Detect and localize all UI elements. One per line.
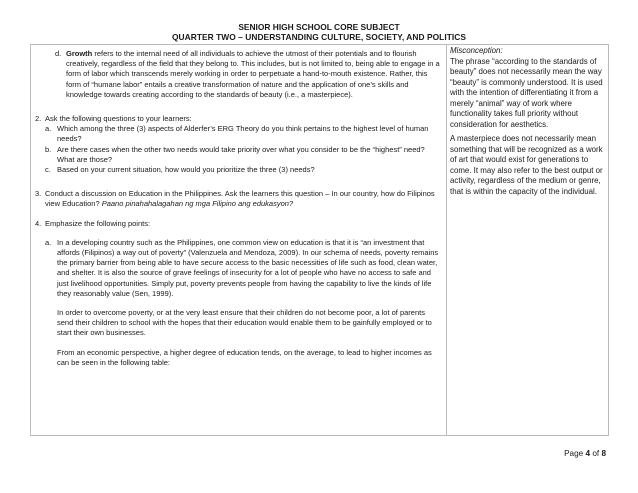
- list-item-text: Ask the following questions to your learners:: [45, 114, 192, 124]
- list-marker: 3.: [35, 189, 42, 199]
- list-item-text: [45, 189, 441, 209]
- paragraph-economic-perspective: From an economic perspective, a higher degree of education tends, on the average, to lead to higher incomes as can be seen in the following table:: [57, 347, 432, 367]
- growth-text: refers to the internal need of all individuals to achieve the utmost of their potentials and to flourish creatively, regardless of the field that they belong to. This includes, but is not limited to, being able to engage in a form of labor which transcends merely working in order to perpetuate a hand-to-mouth existence. Rather, this form of “humane labor” entails a creative transformation of nature and the application of one’s skills and knowledge towards creating according to the standards of beauty (i.e., a masterpiece).: [66, 49, 440, 99]
- list-item-text: Which among the three (3) aspects of Alderfer’s ERG Theory do you think pertains to the highest level of human needs?: [57, 124, 429, 144]
- list-item-growth: [35, 49, 441, 100]
- content-table: [30, 44, 609, 436]
- of-word: of: [592, 449, 600, 458]
- page-word: Page: [564, 449, 584, 458]
- misconception-paragraph-1: The phrase “according to the standards of beauty” does not necessarily mean the way “beauty” is commonly understood. It is used with the intention of differentiating it from a merely “animal” way of work where functionality takes full priority without consideration for aesthetics.: [450, 56, 603, 129]
- list-item-2b: [35, 145, 441, 165]
- list-item-text: Are there cases when the other two needs would take priority over what you consider to be the “highest” need? What are those?: [57, 144, 425, 164]
- growth-term: Growth: [66, 49, 93, 58]
- list-marker: a.: [45, 124, 52, 134]
- document-header: [0, 22, 638, 42]
- list-item-4: [35, 219, 441, 229]
- list-marker: a.: [45, 237, 52, 247]
- list-marker: c.: [45, 165, 51, 175]
- discussion-prompt: Conduct a discussion on Education in the Philippines. Ask the learners this question – In our country, how do Filipinos view Education?: [45, 189, 435, 209]
- list-item-2c: [35, 165, 441, 175]
- spacer: [35, 229, 441, 238]
- header-subject-line: SENIOR HIGH SCHOOL CORE SUBJECT: [238, 22, 400, 32]
- misconception-paragraph-2: A masterpiece does not necessarily mean something that will be recognized as a work of art that would exist for generations to come. It may also refer to the best output or activity, regardless of the medium or genre, that is within the capacity of the individual.: [450, 134, 603, 196]
- misconception-heading: Misconception:: [450, 46, 503, 55]
- growth-definition: [66, 49, 441, 100]
- list-item-text: Based on your current situation, how would you prioritize the three (3) needs?: [57, 165, 315, 175]
- list-item-2: [35, 114, 441, 124]
- list-item-3: [35, 189, 441, 209]
- page-total: 8: [601, 449, 606, 458]
- column-divider: [446, 45, 447, 435]
- spacer: [35, 100, 441, 114]
- spacer: [35, 210, 441, 219]
- spacer: [57, 299, 441, 308]
- procedure-column: [35, 49, 441, 368]
- page-footer: [564, 449, 606, 458]
- paragraph-overcome-poverty: In order to overcome poverty, or at the very least ensure that their children do not become poor, a lot of parents send their children to school with the hopes that their education would enable them to be gainfully employed or to start their own businesses.: [57, 308, 432, 338]
- list-item-text: Emphasize the following points:: [45, 218, 151, 228]
- spacer: [35, 175, 441, 189]
- list-marker: 4.: [35, 218, 42, 228]
- list-marker: b.: [45, 144, 52, 154]
- spacer: [57, 339, 441, 348]
- header-quarter-line: QUARTER TWO – UNDERSTANDING CULTURE, SOCIETY, AND POLITICS: [171, 32, 466, 42]
- notes-column: [450, 46, 606, 197]
- page-number: 4: [585, 449, 591, 458]
- list-item-4a: [35, 238, 441, 368]
- list-item-2a: [35, 124, 441, 144]
- list-marker: d.: [55, 49, 62, 58]
- filipino-question: Paano pinahahalagahan ng mga Filipino ang edukasyon?: [99, 199, 294, 209]
- paragraph-poverty: In a developing country such as the Philippines, one common view on education is that it is “an investment that affords (Filipinos) a way out of poverty” (Valenzuela and Mendoza, 2009). In our schema of needs, poverty remains the primary barrier from being able to have secure access to the basic necessities of life such as food, clean water, and shelter. It is also the source of grave feelings of insecurity for a lot of people who have no access to safe and just livelihood opportunities. Simply put, poverty prevents people from having the capability to live the kinds of life they reasonably value (Sen, 1999).: [57, 237, 439, 298]
- list-marker: 2.: [35, 114, 42, 124]
